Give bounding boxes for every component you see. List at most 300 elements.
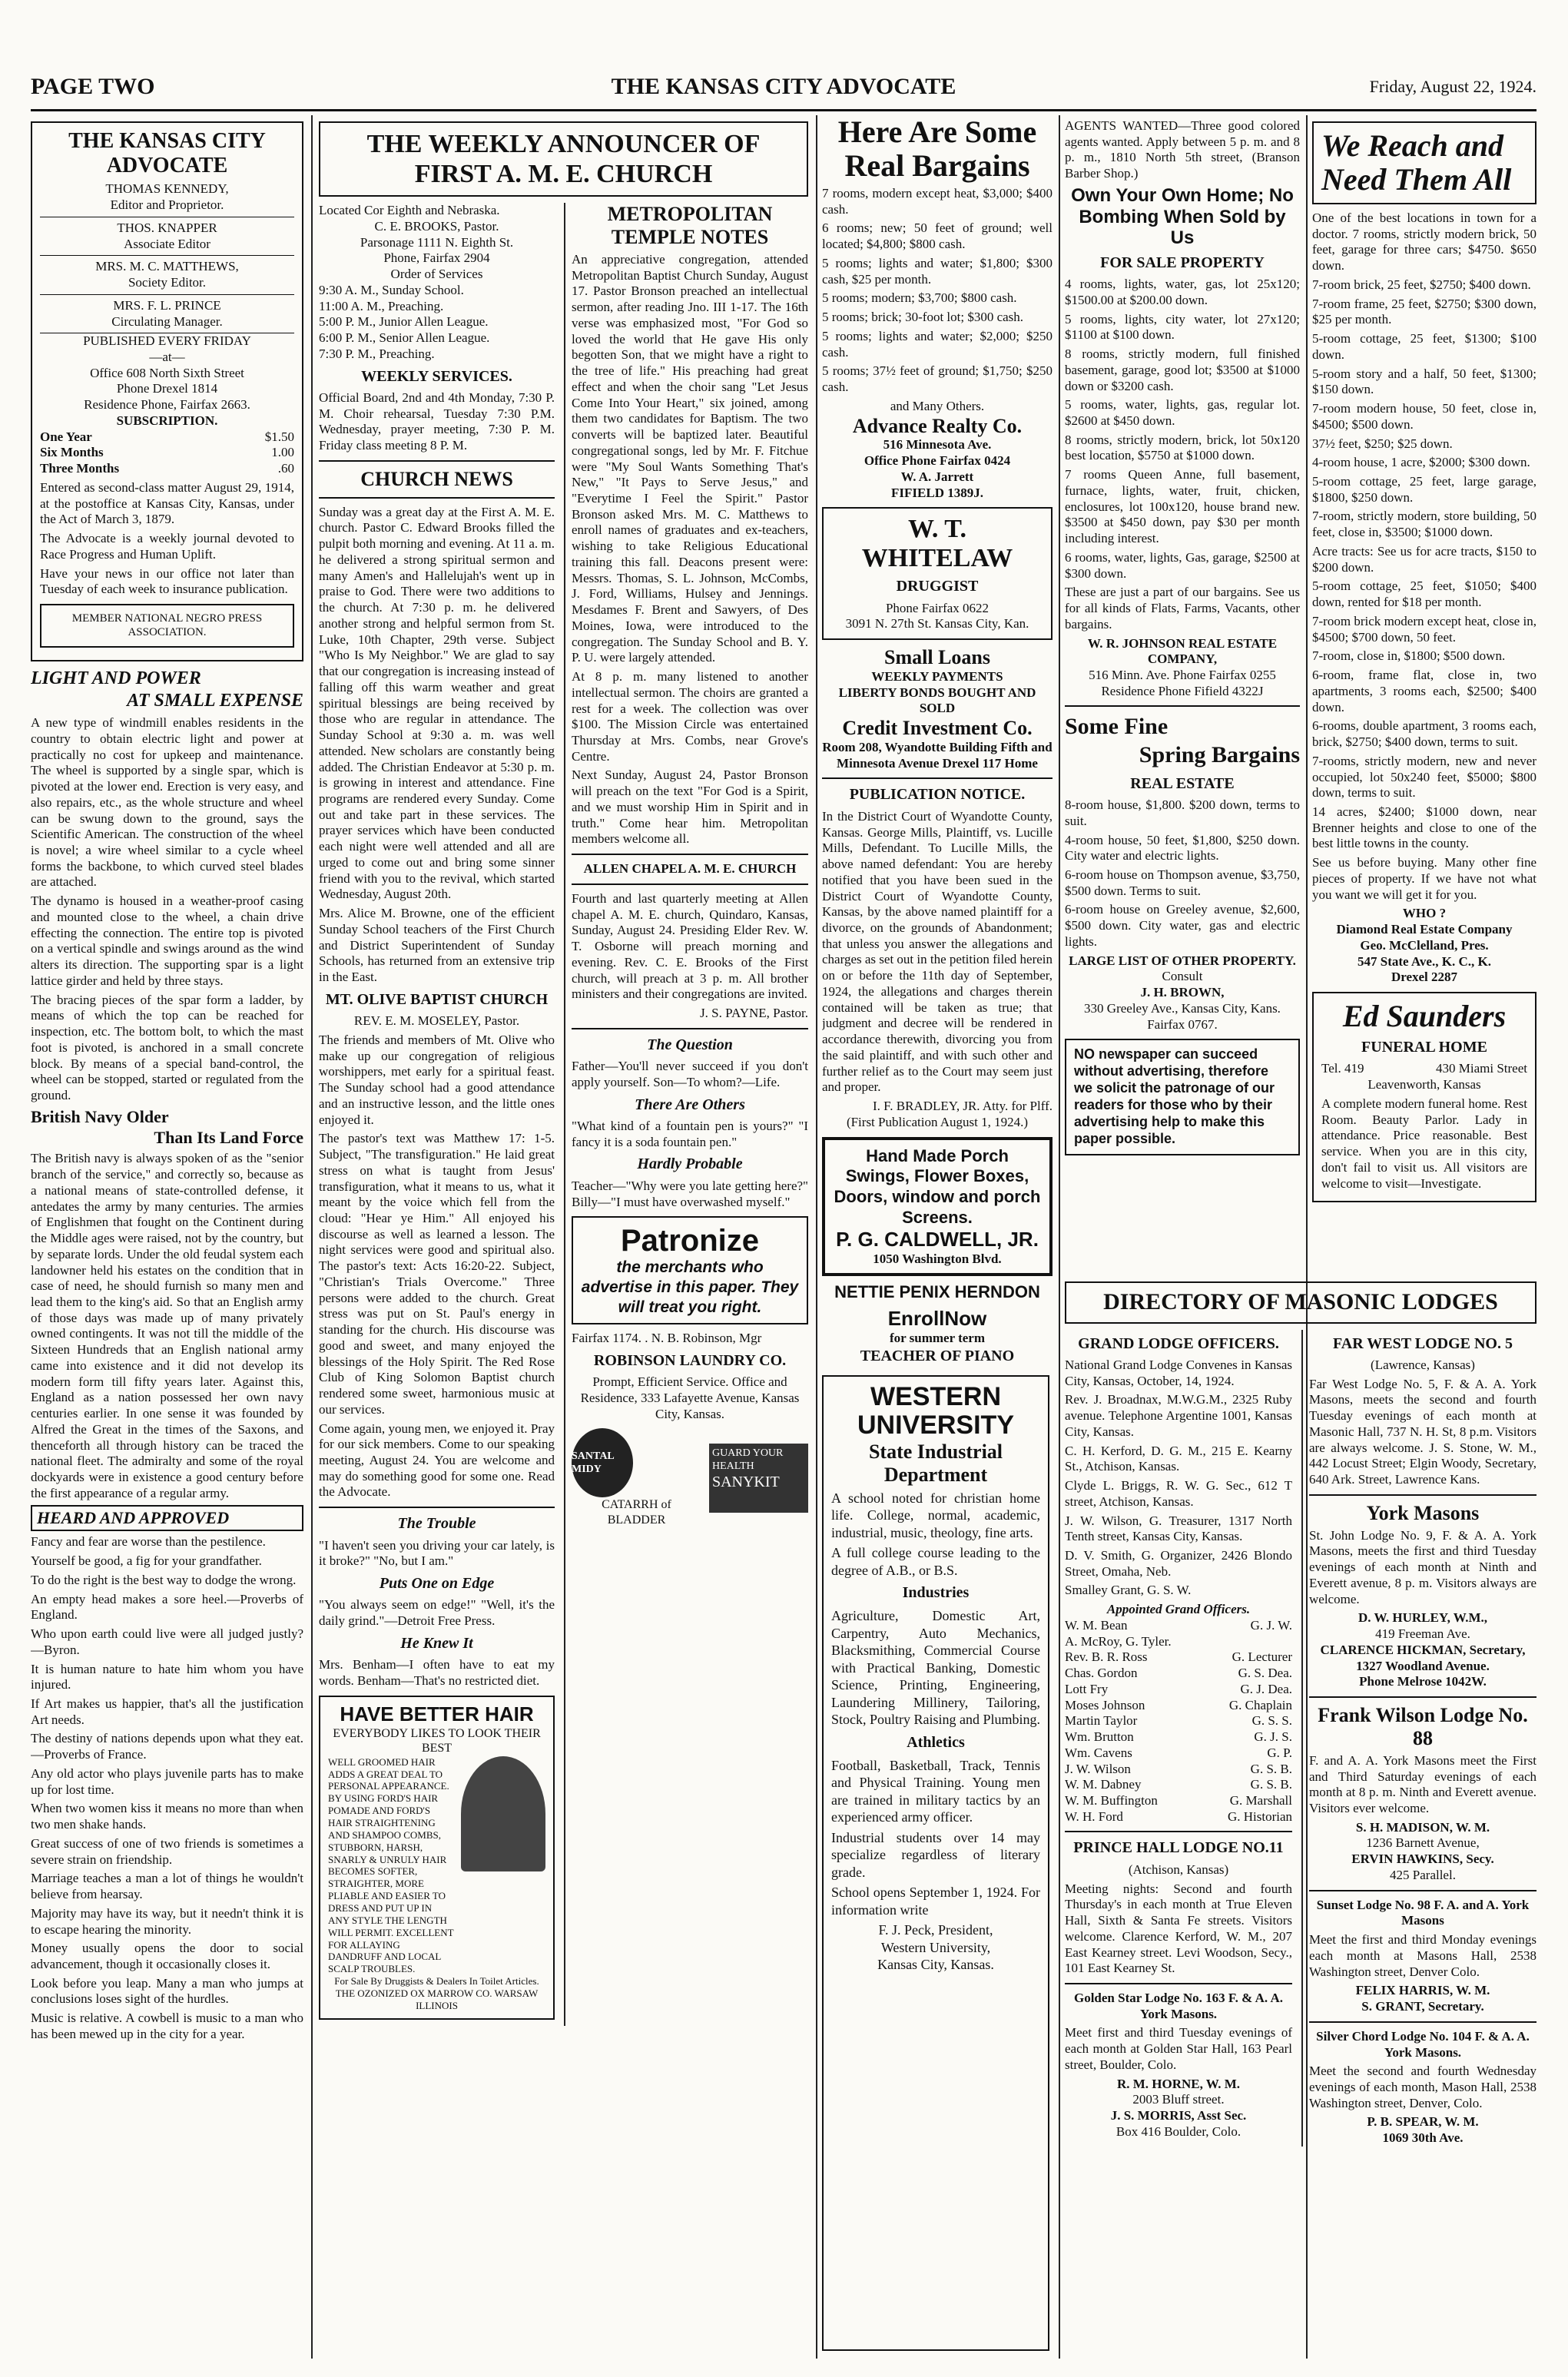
johnson-company: W. R. JOHNSON REAL ESTATE COMPANY, (1087, 635, 1278, 667)
york-secretary: CLARENCE HICKMAN, Secretary, (1320, 1642, 1526, 1657)
joke-text: "You always seem on edge!" "Well, it's the daily grind."—Detroit Free Press. (319, 1597, 555, 1629)
brown-name: J. H. BROWN, (1140, 985, 1225, 1000)
list-item: If Art makes us happier, that's all the justification Art needs. (31, 1696, 303, 1727)
officer-title: G. Chaplain (1228, 1697, 1292, 1712)
brown-address: 330 Greeley Ave., Kansas City, Kans. (1084, 1000, 1281, 1016)
western-president: F. J. Peck, President, (878, 1922, 993, 1938)
article-paragraph: The dynamo is housed in a weather-proof casing and mounted close to the wheel, a chain drive effecting the connection. The entire top is pivoted on a vertical spindle and swings around as the wind alters its direction. The supporting spar is a light lattice girder and held by three stays. (31, 893, 303, 988)
olive-church-pastor: REV. E. M. MOSELEY, Pastor. (353, 1013, 520, 1029)
column-ads (822, 115, 1053, 1364)
weekly-services-heading: WEEKLY SERVICES. (361, 367, 512, 385)
list-item: 7-room, strictly modern, store building, 50 feet, close in, $3500; $1000 down. (1312, 509, 1537, 540)
prince-sub: (Atchison, Kansas) (1128, 1861, 1229, 1877)
officer-title: G. S. S. (1251, 1713, 1292, 1729)
joke-text: Mrs. Benham—I often have to eat my words. Benham—That's no restricted diet. (319, 1657, 555, 1689)
list-item: 5 rooms; 37½ feet of ground; $1,750; $250 cash. (822, 363, 1053, 395)
rate-value: .60 (277, 461, 294, 476)
joke-text: Teacher—"Why were you late getting here?" Billy—"I must have overwashed myself." (572, 1178, 808, 1209)
diamond-phone: Drexel 2287 (1391, 970, 1458, 985)
johnson-address: 516 Minn. Ave. Phone Fairfax 0255 (1089, 668, 1276, 682)
sanykit-package-image (709, 1444, 808, 1513)
list-item: Money usually opens the door to social advancement, though it occasionally closes it. (31, 1941, 303, 1972)
list-item: 7-room frame, 25 feet, $2750; $300 down, $25 per month. (1312, 296, 1537, 327)
golden-signature-address: 2003 Bluff street. (1132, 2092, 1225, 2107)
list-item: Look before you leap. Many a man who jumps at conclusions loses sight of the hurdles. (31, 1975, 303, 2007)
joke-text: Father—You'll never succeed if you don't apply yourself. Son—To whom?—Life. (572, 1059, 808, 1089)
list-item: 5-room story and a half, 50 feet, $1300; $150 down. (1312, 366, 1537, 397)
whitelaw-ad (822, 507, 1053, 640)
bargains-text: These are just a part of our bargains. See us for all kinds of Flats, Farms, Vacants, other bargains. (1065, 585, 1300, 632)
hair-ad-headline: HAVE BETTER HAIR (340, 1702, 534, 1726)
western-paragraph: School opens September 1, 1924. For information write (831, 1885, 1040, 1918)
saunders-name: Ed Saunders (1342, 999, 1507, 1034)
prince-heading: PRINCE HALL LODGE NO.11 (1073, 1839, 1284, 1857)
masthead (31, 74, 1537, 111)
western-footer: Western University, (880, 1939, 991, 1955)
proverbs-list (31, 1534, 303, 2042)
joke-heading: He Knew It (400, 1634, 473, 1652)
olive-church-paragraph: Come again, young men, we enjoyed it. Pray for our sick members. Come to our speaking meeting, August 24. You are welcome and may do something good for some one. Read the Advocate. (319, 1421, 555, 1500)
masonic-right (1301, 1330, 1537, 2147)
officer-title: G. S. B. (1250, 1777, 1292, 1792)
frank-signature: S. H. MADISON, W. M. (1355, 1819, 1490, 1835)
issue-date: Friday, August 22, 1924. (1369, 77, 1537, 96)
postal-notice: Entered as second-class matter August 29, 1914, at the postoffice at Kansas City, Kansas, under the Act of March 3, 1879. (40, 479, 294, 527)
golden-signature: J. S. MORRIS, Asst Sec. (1110, 2108, 1247, 2123)
list-item: 8 rooms, strictly modern, full finished basement, garage, good lot; $3500 at $1000 down or $3200 cash. (1065, 346, 1300, 393)
list-item: The destiny of nations depends upon what they eat.—Proverbs of France. (31, 1731, 303, 1762)
officer-row (1065, 1793, 1292, 1809)
paper-title: THE KANSAS CITY ADVOCATE (68, 129, 266, 178)
officer-name: W. M. Dabney (1065, 1777, 1142, 1792)
grand-paragraph: National Grand Lodge Convenes in Kansas City, Kansas, October, 14, 1924. (1065, 1357, 1292, 1388)
golden-signature-address: Box 416 Boulder, Colo. (1116, 2123, 1241, 2139)
advance-realty-fifield: FIFIELD 1389J. (891, 485, 983, 500)
officer-row (1065, 1666, 1292, 1682)
masonic-title: DIRECTORY OF MASONIC LODGES (1065, 1281, 1537, 1324)
officer-row (1065, 1777, 1292, 1793)
list-item: 37½ feet, $250; $25 down. (1312, 436, 1453, 451)
credit-address: Room 208, Wyandotte Building Fifth and Minnesota Avenue Drexel 117 Home (822, 740, 1053, 771)
western-paragraph: Agriculture, Domestic Art, Carpentry, Auto Mechanics, Blacksmithing, Commercial Course with Practical Banking, Domestic Science, Printing, Engineering, Laundering Millinery, Tailoring, Stock, Poultry Raising and Plumbing. (831, 1608, 1041, 1728)
bargains-many: and Many Others. (890, 398, 985, 413)
list-item: 7 rooms Queen Anne, full basement, furnace, lights, water, fruit, chicken, enclosures, lot 100x120, house brand new. $3500 at $450 down, pay $30 per month including interest. (1065, 467, 1300, 546)
metropolitan-paragraph: Next Sunday, August 24, Pastor Bronson will preach on the text "For God is a Spirit, and we must worship Him in Spirit and in truth." Come hear him. Metropolitan members welcome all. (572, 767, 808, 847)
list-item: 7-room, close in, $1800; $500 down. (1312, 648, 1506, 664)
diamond-name: Diamond Real Estate Company (1336, 922, 1513, 937)
staff-name: THOMAS KENNEDY, (105, 181, 229, 197)
frank-secretary-address: 425 Parallel. (1390, 1867, 1456, 1882)
article-headline: AT SMALL EXPENSE (127, 690, 303, 711)
list-item: It is human nature to hate him whom you have injured. (31, 1661, 303, 1692)
subscription-heading: SUBSCRIPTION. (116, 413, 218, 428)
laundry-phone: Fairfax 1174. . N. B. Robinson, Mgr (572, 1331, 762, 1346)
allen-chapel-paragraph: Fourth and last quarterly meeting at Allen chapel A. M. E. church, Quindaro, Kansas, Sunday, August 24. Presiding Elder Rev. W. T. Osborne will preach morning and evening. Rev. C. E. Brooks of the First church, will preach at 3 p. m. All brother ministers and their congregations are invited. (572, 890, 808, 1002)
officer-title: G. Marshall (1229, 1792, 1292, 1808)
joke-heading: Hardly Probable (637, 1155, 743, 1173)
list-item: 6 rooms; new; 50 feet of ground; well located; $4,800; $800 cash. (822, 220, 1053, 252)
advance-realty-address: 516 Minnesota Ave. (883, 437, 992, 453)
farwest-heading: FAR WEST LODGE NO. 5 (1333, 1334, 1513, 1352)
list-item: 5 rooms, lights, city water, lot 27x120; $1100 at $100 down. (1065, 311, 1300, 343)
staff-box (31, 121, 303, 661)
reach-who: WHO ? (1402, 906, 1447, 921)
list-item: 6-room house on Greeley avenue, $2,600, $500 down. City water, gas and electric lights. (1065, 902, 1300, 949)
metropolitan-column (564, 203, 808, 2026)
office-address: Office 608 North Sixth Street (90, 365, 244, 380)
golden-heading: Golden Star Lodge No. 163 F. & A. A. York Masons. (1073, 1990, 1284, 2021)
metropolitan-paragraph: At 8 p. m. many listened to another intellectual sermon. The choirs are granted a rest for a week. The collection was over $100. The Mission Circle was entertained Thursday at Mrs. Combs, near Grove's Centre. (572, 669, 808, 764)
bargains-headline: Here Are Some Real Bargains (837, 115, 1037, 183)
santal-capsule-image: SANTAL MIDY (572, 1428, 633, 1497)
saunders-tel: Tel. 419 (1321, 1061, 1364, 1076)
joke-heading: The Question (647, 1036, 733, 1053)
santal-sanykit-ad (572, 1428, 808, 1527)
western-footer: Kansas City, Kansas. (877, 1957, 994, 1973)
western-paragraph: A school noted for christian home life. College, normal, academic, industrial, music, theology, fine arts. (831, 1490, 1040, 1540)
olive-church-paragraph: The pastor's text was Matthew 17: 1-5. Subject, "The transfiguration." He laid great stress on what is taught from Jesus' transfiguration, what it means to us, what it meant by the voice which fell from the cloud: "Hear ye Him." All enjoyed his discourse as well as learned a lesson. The night services were good and spiritual also. The pastor's text: Acts 16:20-22. Subject, "Christian's Trials Overcome." Three persons were added to the church. Great stress was put on St. Paul's energy in standing for the church. His discourse was good and sweet, and many enjoyed the blessings of the Holy Spirit. The Red Rose Club of King Solomon Baptist church rendered some sweet, harmonious music at our services. (319, 1131, 555, 1417)
rate-label: Six Months (40, 445, 104, 460)
masonic-directory (1065, 1275, 1537, 2359)
diamond-address: 547 State Ave., K. C., K. (1357, 953, 1491, 969)
joke-heading: The Trouble (397, 1515, 476, 1533)
office-phone: Phone Drexel 1814 (116, 381, 218, 396)
whitelaw-druggist: DRUGGIST (896, 578, 979, 595)
service-item: 9:30 A. M., Sunday School. (319, 282, 464, 297)
rate-label: Three Months (40, 461, 120, 476)
column-editorial (31, 115, 303, 2359)
agents-wanted: AGENTS WANTED—Three good colored agents wanted. Apply between 5 p. m. and 8 p. m., 1810 North 5th street, (Branson Barber Shop.) (1065, 118, 1300, 181)
western-headline: WESTERN UNIVERSITY (857, 1382, 1015, 1440)
piano-enroll: EnrollNow (887, 1307, 987, 1331)
officer-name: Wm. Brutton (1065, 1729, 1134, 1745)
published-line: PUBLISHED EVERY FRIDAY (83, 333, 251, 349)
list-item: 6-rooms, double apartment, 3 rooms each, brick, $2750; $400 down, terms to suit. (1312, 718, 1537, 750)
fine-headline: Spring Bargains (1139, 742, 1300, 768)
porch-ad-text: Hand Made Porch Swings, Flower Boxes, Doors, window and porch Screens. (834, 1145, 1041, 1228)
article-headline: HEARD AND APPROVED (31, 1505, 303, 1532)
hair-ad-sub: EVERYBODY LIKES TO LOOK THEIR BEST (333, 1726, 541, 1755)
column-diamond (1312, 115, 1537, 1268)
church-news-paragraph: Mrs. Alice M. Browne, one of the efficient Sunday School teachers of the First Church and District Superintendent of Sunday Schools, has returned from an extensive trip in the East. (319, 906, 555, 985)
list-item: Rev. J. Broadnax, M.W.G.M., 2325 Ruby avenue. Telephone Argentine 1001, Kansas City, Kansas. (1065, 1392, 1292, 1439)
list-item: 8 rooms, strictly modern, brick, lot 50x120 best location, $5750 at $1000 down. (1065, 432, 1300, 463)
western-paragraph: A full college course leading to the degree of A.B., or B.S. (831, 1545, 1040, 1578)
officer-title: G. J. S. (1254, 1729, 1292, 1745)
list-item: Fancy and fear are worse than the pestilence. (31, 1534, 266, 1550)
reach-headline: We Reach and Need Them All (1312, 121, 1537, 204)
officer-name: W. M. Bean (1065, 1617, 1128, 1633)
grand-list (1065, 1392, 1292, 1599)
church-pastor: C. E. BROOKS, Pastor. (374, 218, 499, 234)
silver-signature: P. B. SPEAR, W. M. (1367, 2114, 1479, 2130)
officer-name: A. McRoy, G. Tyler. (1065, 1633, 1172, 1649)
list-item: 4 rooms, lights, water, gas, lot 25x120; $1500.00 at $200.00 down. (1065, 277, 1300, 307)
list-item: Any old actor who plays juvenile parts has to make up for lost time. (31, 1765, 303, 1797)
officer-row (1065, 1618, 1292, 1634)
weekly-services-text: Official Board, 2nd and 4th Monday, 7:30 P. M. Choir rehearsal, Tuesday 7:30 P.M. Wednesday, prayer meeting, 7:30 P. M. Friday class meeting 8 P. M. (319, 390, 555, 453)
home-headline: Own Your Own Home; No Bombing When Sold by Us (1071, 184, 1294, 249)
news-deadline: Have your news in our office not later than Tuesday of each week to insurance publication. (40, 565, 294, 597)
officer-row (1065, 1729, 1292, 1745)
publication-notice-heading: PUBLICATION NOTICE. (849, 786, 1026, 804)
laundry-name: ROBINSON LAUNDRY CO. (593, 1351, 787, 1369)
list-item: 5 rooms; lights and water; $1,800; $300 cash, $25 per month. (822, 255, 1053, 287)
property-list (1065, 277, 1300, 582)
church-news-heading: CHURCH NEWS (360, 467, 513, 490)
piano-summer: for summer term (890, 1331, 985, 1346)
list-item: 6-room, frame flat, close in, two apartments, 3 rooms each, $2500; $400 down. (1312, 668, 1537, 714)
list-item: 7-rooms, strictly modern, new and never occupied, lot 50x240 feet, $5000; $800 down, terms to suit. (1312, 753, 1537, 801)
patronize-headline: Patronize (620, 1224, 760, 1258)
officer-title: G. Historian (1227, 1808, 1292, 1824)
church-announcer-title: THE WEEKLY ANNOUNCER OF FIRST A. M. E. CHURCH (319, 121, 808, 197)
officer-name: Rev. B. R. Ross (1065, 1649, 1148, 1665)
hair-ad-footer: For Sale By Druggists & Dealers In Toilet Articles. THE OZONIZED OX MARROW CO. WARSAW ILLINOIS (334, 1975, 539, 2011)
joke-text: "I haven't seen you driving your car lately, is it broke?" "No, but I am." (319, 1537, 555, 1569)
frank-paragraph: F. and A. A. York Masons meet the First and Third Saturday evenings of each month at 8 p. m. Ninth and Everett avenue. Visitors ever welcome. (1309, 1752, 1537, 1815)
porch-ad-name: P. G. CALDWELL, JR. (836, 1227, 1039, 1251)
staff-role: Editor and Proprietor. (110, 197, 224, 213)
farwest-sub: (Lawrence, Kansas) (1371, 1357, 1475, 1372)
publication-notice-signature: I. F. BRADLEY, JR. Atty. for Plff. (873, 1099, 1053, 1114)
sanykit-heading: GUARD YOUR HEALTH (711, 1447, 784, 1473)
first-ame-column (319, 203, 555, 2026)
list-item: Music is relative. A cowbell is music to a man who has been mewed up in the city for a year. (31, 2011, 303, 2041)
list-item: An empty head makes a sore heel.—Proverbs of England. (31, 1591, 303, 1623)
farwest-paragraph: Far West Lodge No. 5, F. & A. A. York Masons, meets the second and fourth Tuesday evenings of each month at Masonic Hall, 737 N. H. St, 8 p.m. Visitors are always welcome. J. S. Stone, W. M., 442 Locust Street; Elgin Woody, Secretary, 640 Ark. Street, Lawrence Kans. (1309, 1376, 1537, 1487)
subscription-rates (40, 429, 294, 477)
whitelaw-address: 3091 N. 27th St. Kansas City, Kan. (845, 616, 1029, 632)
western-university-ad (822, 1375, 1049, 2351)
article-headline: Than Its Land Force (154, 1127, 303, 1147)
no-newspaper-notice: NO newspaper can succeed without advertising, therefore we solicit the patronage of our readers for those who by their advertising help to make this paper possible. (1065, 1039, 1300, 1155)
prince-paragraph: Meeting nights: Second and fourth Thursday's in each month at True Eleven Hall, Sixth & Santa Fe streets. Visitors welcome. Clarence Kerford, W. M., 207 East Kearney street. Levi Woodson, Secy., 101 East Kearney St. (1065, 1881, 1292, 1976)
page-number: PAGE TWO (31, 74, 155, 99)
for-sale-heading: FOR SALE PROPERTY (1100, 254, 1265, 271)
real-estate-heading: REAL ESTATE (1130, 774, 1235, 792)
officer-row (1065, 1649, 1292, 1666)
loans-sub: WEEKLY PAYMENTS (871, 668, 1003, 684)
credit-name: Credit Investment Co. (842, 717, 1033, 740)
staff-role: Associate Editor (124, 236, 211, 251)
johnson-residence: Residence Phone Fifield 4322J (1101, 683, 1264, 698)
york-paragraph: St. John Lodge No. 9, F. & A. A. York Masons, meets the first and third Tuesday evenings of each month at Ninth and Everett avenue, 8 p. m. Visitors always are welcome. (1309, 1527, 1537, 1606)
silver-paragraph: Meet the second and fourth Wednesday evenings of each month, Mason Hall, 2538 Washington street, Denver, Colo. (1309, 2064, 1537, 2110)
saunders-funeral: FUNERAL HOME (1361, 1039, 1487, 1056)
reach-paragraph: One of the best locations in town for a doctor. 7 rooms, strictly modern brick, 50 feet, garage for three cars; $4750. $650 down. (1312, 211, 1537, 274)
york-address: 419 Freeman Ave. (1375, 1626, 1470, 1642)
press-association-badge: MEMBER NATIONAL NEGRO PRESS ASSOCIATION. (40, 604, 294, 648)
list-item: 5 rooms; modern; $3,700; $800 cash. (822, 290, 1017, 306)
grand-heading: GRAND LODGE OFFICERS. (1078, 1334, 1279, 1352)
york-phone: Phone Melrose 1042W. (1359, 1674, 1487, 1689)
officer-name: W. H. Ford (1065, 1808, 1123, 1824)
officer-row (1065, 1762, 1292, 1778)
york-signature: D. W. HURLEY, W.M., (1357, 1610, 1487, 1626)
list-item: Great success of one of two friends is sometimes a severe strain on friendship. (31, 1835, 303, 1867)
publication-notice-first: (First Publication August 1, 1924.) (846, 1114, 1029, 1129)
allen-chapel-signature: J. S. PAYNE, Pastor. (700, 1006, 808, 1021)
staff-name: MRS. M. C. MATTHEWS, (95, 259, 239, 274)
list-item: 5-room cottage, 25 feet, large garage, $1800, $250 down. (1312, 474, 1537, 505)
sunset-secretary: S. GRANT, Secretary. (1361, 1999, 1484, 2014)
frank-address: 1236 Barnett Avenue, (1366, 1835, 1480, 1851)
whitelaw-phone: Phone Fairfax 0622 (885, 600, 990, 615)
list-item: 7-room brick, 25 feet, $2750; $400 down. (1312, 277, 1531, 292)
laundry-text: Prompt, Efficient Service. Office and Residence, 333 Lafayette Avenue, Kansas City, Kansas. (580, 1374, 800, 1421)
masonic-left (1065, 1330, 1292, 2147)
whitelaw-name: W. T. WHITELAW (861, 515, 1013, 572)
list-item: 8-room house, $1,800. $200 down, terms to suit. (1065, 797, 1300, 828)
paper-name: THE KANSAS CITY ADVOCATE (611, 74, 956, 99)
column-rule (311, 115, 313, 2359)
service-item: 6:00 P. M., Senior Allen League. (319, 330, 490, 346)
rate-label: One Year (40, 429, 92, 444)
western-athletics-heading: Athletics (907, 1733, 965, 1751)
york-secretary-address: 1327 Woodland Avenue. (1356, 1658, 1490, 1673)
staff-role: Circulating Manager. (111, 313, 223, 329)
olive-church-heading: MT. OLIVE BAPTIST CHURCH (325, 990, 549, 1008)
staff-role: Society Editor. (128, 275, 207, 290)
column-realestate (1065, 115, 1300, 1268)
officer-title: G. Lecturer (1232, 1649, 1292, 1665)
sanykit-name: SANYKIT (711, 1474, 780, 1491)
sunset-signature: FELIX HARRIS, W. M. (1355, 1983, 1490, 1998)
saunders-ad (1312, 992, 1537, 1202)
officer-name: W. M. Buffington (1065, 1792, 1158, 1808)
church-news-paragraph: Sunday was a great day at the First A. M. E. church. Pastor C. Edward Brooks filled the pulpit both morning and evening. At 11 a. m. he delivered a strong spiritual sermon and many Amen's and Hallelujah's went up in praise to God. There were two additions to the church. At 7:30 p. m. he delivered another strong and helpful sermon from St. Luke, 10th Chapter, 29th verse. Subject "Who Is My Neighbor." We are glad to say that our congregation is increasing instead of falling off this warm weather and great spiritual blessings are being received by those who are regular in attendance. The Sunday School at 9:30 a. m. was well attended. New scholars are constantly being added. The Christian Endeavor at 5:30 p. m. is growing in interest and attendance. Fine programs are rendered every Sunday. Come out and take part in these services. The prayer services which have been conducted each night were well attended and all are urged to come out and bring some sinner friend with you to the revival, which started Wednesday, August 20th. (319, 504, 555, 902)
golden-signature: R. M. HORNE, W. M. (1116, 2076, 1241, 2091)
porch-ad-address: 1050 Washington Blvd. (873, 1251, 1002, 1266)
residence-phone: Residence Phone, Fairfax 2663. (84, 397, 250, 413)
western-industries-heading: Industries (902, 1584, 970, 1602)
service-item: 7:30 P. M., Preaching. (319, 346, 435, 361)
rate-value: 1.00 (271, 445, 294, 460)
list-item: 14 acres, $2400; $1000 down, near Brenner heights and close to one of the best little towns in the county. (1312, 804, 1537, 851)
diamond-president: Geo. McClelland, Pres. (1360, 937, 1489, 953)
mission-statement: The Advocate is a weekly journal devoted to Race Progress and Human Uplift. (40, 531, 294, 562)
officer-title: G. P. (1267, 1745, 1292, 1760)
column-rule (1059, 115, 1060, 2359)
western-paragraph: Industrial students over 14 may specialize regardless of literary grade. (831, 1829, 1040, 1880)
santal-sub: CATARRH of BLADDER (602, 1498, 671, 1527)
frank-heading: Frank Wilson Lodge No. 88 (1318, 1704, 1528, 1749)
officer-row (1065, 1682, 1292, 1698)
saunders-city: Leavenworth, Kansas (1367, 1077, 1481, 1092)
joke-heading: Puts One on Edge (379, 1575, 495, 1593)
advance-realty-phone: Office Phone Fairfax 0424 (864, 453, 1011, 469)
list-item: Acre tracts: See us for acre tracts, $150 to $200 down. (1312, 543, 1537, 575)
officer-row (1065, 1713, 1292, 1729)
church-phone: Phone, Fairfax 2904 (383, 250, 490, 266)
metropolitan-heading: METROPOLITAN TEMPLE NOTES (607, 203, 773, 249)
rate-value: $1.50 (264, 429, 294, 444)
officer-title: G. S. Dea. (1238, 1666, 1292, 1681)
article-paragraph: A new type of windmill enables residents in the country to obtain electric light and power at practically no cost for upkeep and maintenance. The wheel is supported by a single spar, which is pivoted at the lower end. Erection is very easy, and also repairs, etc., as the whole structure and wheel can be swung down to the ground, says the Scientific American. The construction of the wheel is novel; a wire wheel similar to a cycle wheel forms the backbone, to which curved steel blades are attached. (31, 715, 303, 890)
brown-phone: Fairfax 0767. (1147, 1016, 1218, 1032)
hair-ad (319, 1696, 555, 2020)
list-item: D. V. Smith, G. Organizer, 2426 Blondo Street, Omaha, Neb. (1065, 1547, 1292, 1579)
officer-title: G. J. Dea. (1240, 1681, 1292, 1696)
allen-chapel-heading: ALLEN CHAPEL A. M. E. CHURCH (583, 861, 797, 877)
column-rule (816, 115, 817, 2359)
advance-realty-name: Advance Realty Co. (852, 414, 1023, 437)
column-church (319, 115, 808, 2359)
church-location: Located Cor Eighth and Nebraska. (319, 203, 500, 218)
officer-row (1065, 1809, 1292, 1825)
fine-list (1065, 797, 1300, 950)
list-item: 7-room modern house, 50 feet, close in, $4500; $500 down. (1312, 401, 1537, 432)
patronize-ad (572, 1216, 808, 1324)
joke-text: "What kind of a fountain pen is yours?" "I fancy it is a soda fountain pen." (572, 1119, 808, 1149)
large-list: LARGE LIST OF OTHER PROPERTY. (1069, 953, 1296, 968)
western-paragraph: Football, Basketball, Track, Tennis and Physical Training. Young men are trained in military tactics by an experienced army officer. (831, 1757, 1040, 1825)
list-item: When two women kiss it means no more than when two men shake hands. (31, 1801, 303, 1832)
order-heading: Order of Services (390, 267, 483, 282)
list-item: 7-room brick modern except heat, close in, $4500; $700 down, 50 feet. (1312, 613, 1537, 645)
officer-name: Martin Taylor (1065, 1713, 1138, 1729)
list-item: Marriage teaches a man a lot of things he wouldn't believe from hearsay. (31, 1871, 303, 1902)
officers-heading: Appointed Grand Officers. (1106, 1602, 1251, 1617)
article-paragraph: The British navy is always spoken of as the "senior branch of the service," and correctly so, because as a national means of state-controlled defense, it antedates the army by many centuries. The armies of Englishmen that fought on the Continent during the Middle ages were raised, not by the country, but by separate lords. Under the old feudal system each landowner held his estates on the condition that in case of need, he should furnish so many men and lead them to the king's aid. So that an English army of those days was made up of many privately owned contingents. It was not till the middle of the Sixteen Hundreds that an English national army came into existence and it did not develop its modern form till fifty years later. Against this, England as a nation possessed her own navy centuries earlier. In one sense it was founded by Alfred the Great in the times of the Saxons, and thenceforth all through history can be traced the national fleet. The admiralty and some of the royal dockyards were in existence a good century before the first appearance of a regular army. (31, 1151, 303, 1500)
sunset-heading: Sunset Lodge No. 98 F. A. and A. York Masons (1316, 1897, 1530, 1928)
frank-secretary: ERVIN HAWKINS, Secy. (1351, 1852, 1494, 1867)
officer-row (1065, 1698, 1292, 1714)
olive-church-paragraph: The friends and members of Mt. Olive who make up our congregation of religious worshippers, met early for a spiritual feast. The Sunday school had a good attendance and an instructive lesson, and the little ones enjoyed it. (319, 1032, 555, 1127)
list-item: 5-room cottage, 25 feet, $1300; $100 down. (1312, 331, 1537, 362)
article-headline: British Navy Older (31, 1106, 169, 1126)
western-subheadline: State Industrial Department (868, 1440, 1003, 1486)
article-headline: LIGHT AND POWER (31, 668, 201, 688)
consult: Consult (1162, 969, 1203, 984)
woman-portrait-image (461, 1756, 545, 1871)
list-item: 5 rooms, water, lights, gas, regular lot. $2600 at $450 down. (1065, 397, 1300, 428)
list-item: 7 rooms, modern except heat, $3,000; $400 cash. (822, 186, 1053, 217)
officer-list (1065, 1618, 1292, 1825)
published-at: —at— (149, 349, 185, 364)
bargains-list (822, 186, 1053, 396)
fine-headline: Some Fine (1065, 714, 1169, 740)
service-item: 5:00 P. M., Junior Allen League. (319, 314, 489, 330)
officer-row (1065, 1634, 1292, 1650)
officer-name: Lott Fry (1065, 1681, 1109, 1696)
publication-notice-text: In the District Court of Wyandotte County, Kansas. George Mills, Plaintiff, vs. Lucille Mills, Defendant. To Lucille Mills, the above named defendant: You are hereby notified that you have been sued in the District Court of Wyandotte County, Kansas, by the above named plaintiff for a divorce, on the grounds of Abandonment; that unless you answer the allegations and charges as set out in the petition filed herein on or before the 11th day of September, 1924, the allegations and charges therein contained will be taken as true; that judgment and decree will be rendered in accordance therewith, divorcing you from the said plaintiff, and with such other and further relief as to the Court may seem just and proper. (822, 808, 1053, 1095)
porch-ad (822, 1137, 1053, 1277)
joke-heading: There Are Others (635, 1096, 745, 1113)
officer-name: Wm. Cavens (1065, 1745, 1132, 1760)
staff-name: THOS. KNAPPER (117, 220, 217, 235)
list-item: 5 rooms; lights and water; $2,000; $250 cash. (822, 328, 1053, 360)
list-item: Majority may have its way, but it needn't think it is to escape hearing the minority. (31, 1905, 303, 1937)
silver-address: 1069 30th Ave. (1382, 2130, 1464, 2146)
york-heading: York Masons (1366, 1501, 1480, 1524)
advance-realty-agent: W. A. Jarrett (900, 469, 974, 484)
staff-name: MRS. F. L. PRINCE (113, 297, 221, 313)
list-item: 4-room house, 1 acre, $2000; $300 down. (1312, 455, 1530, 470)
officer-name: Moses Johnson (1065, 1697, 1145, 1712)
list-item: Clyde L. Briggs, R. W. G. Sec., 612 T street, Atchison, Kansas. (1065, 1478, 1292, 1509)
silver-heading: Silver Chord Lodge No. 104 F. & A. A. York Masons. (1316, 2028, 1530, 2060)
list-item: 5 rooms; brick; 30-foot lot; $300 cash. (822, 310, 1024, 325)
reach-end: See us before buying. Many other fine pieces of property. If we have not what you want we will get it for you. (1312, 855, 1537, 902)
list-item: 5-room cottage, 25 feet, $1050; $400 down, rented for $18 per month. (1312, 579, 1537, 610)
list-item: 4-room house, 50 feet, $1,800, $250 down. City water and electric lights. (1065, 832, 1300, 864)
officer-name: J. W. Wilson (1065, 1761, 1131, 1776)
piano-teacher: TEACHER OF PIANO (860, 1347, 1015, 1364)
service-item: 11:00 A. M., Preaching. (319, 298, 444, 313)
list-item: Who upon earth could live were all judged justly?—Byron. (31, 1626, 303, 1657)
